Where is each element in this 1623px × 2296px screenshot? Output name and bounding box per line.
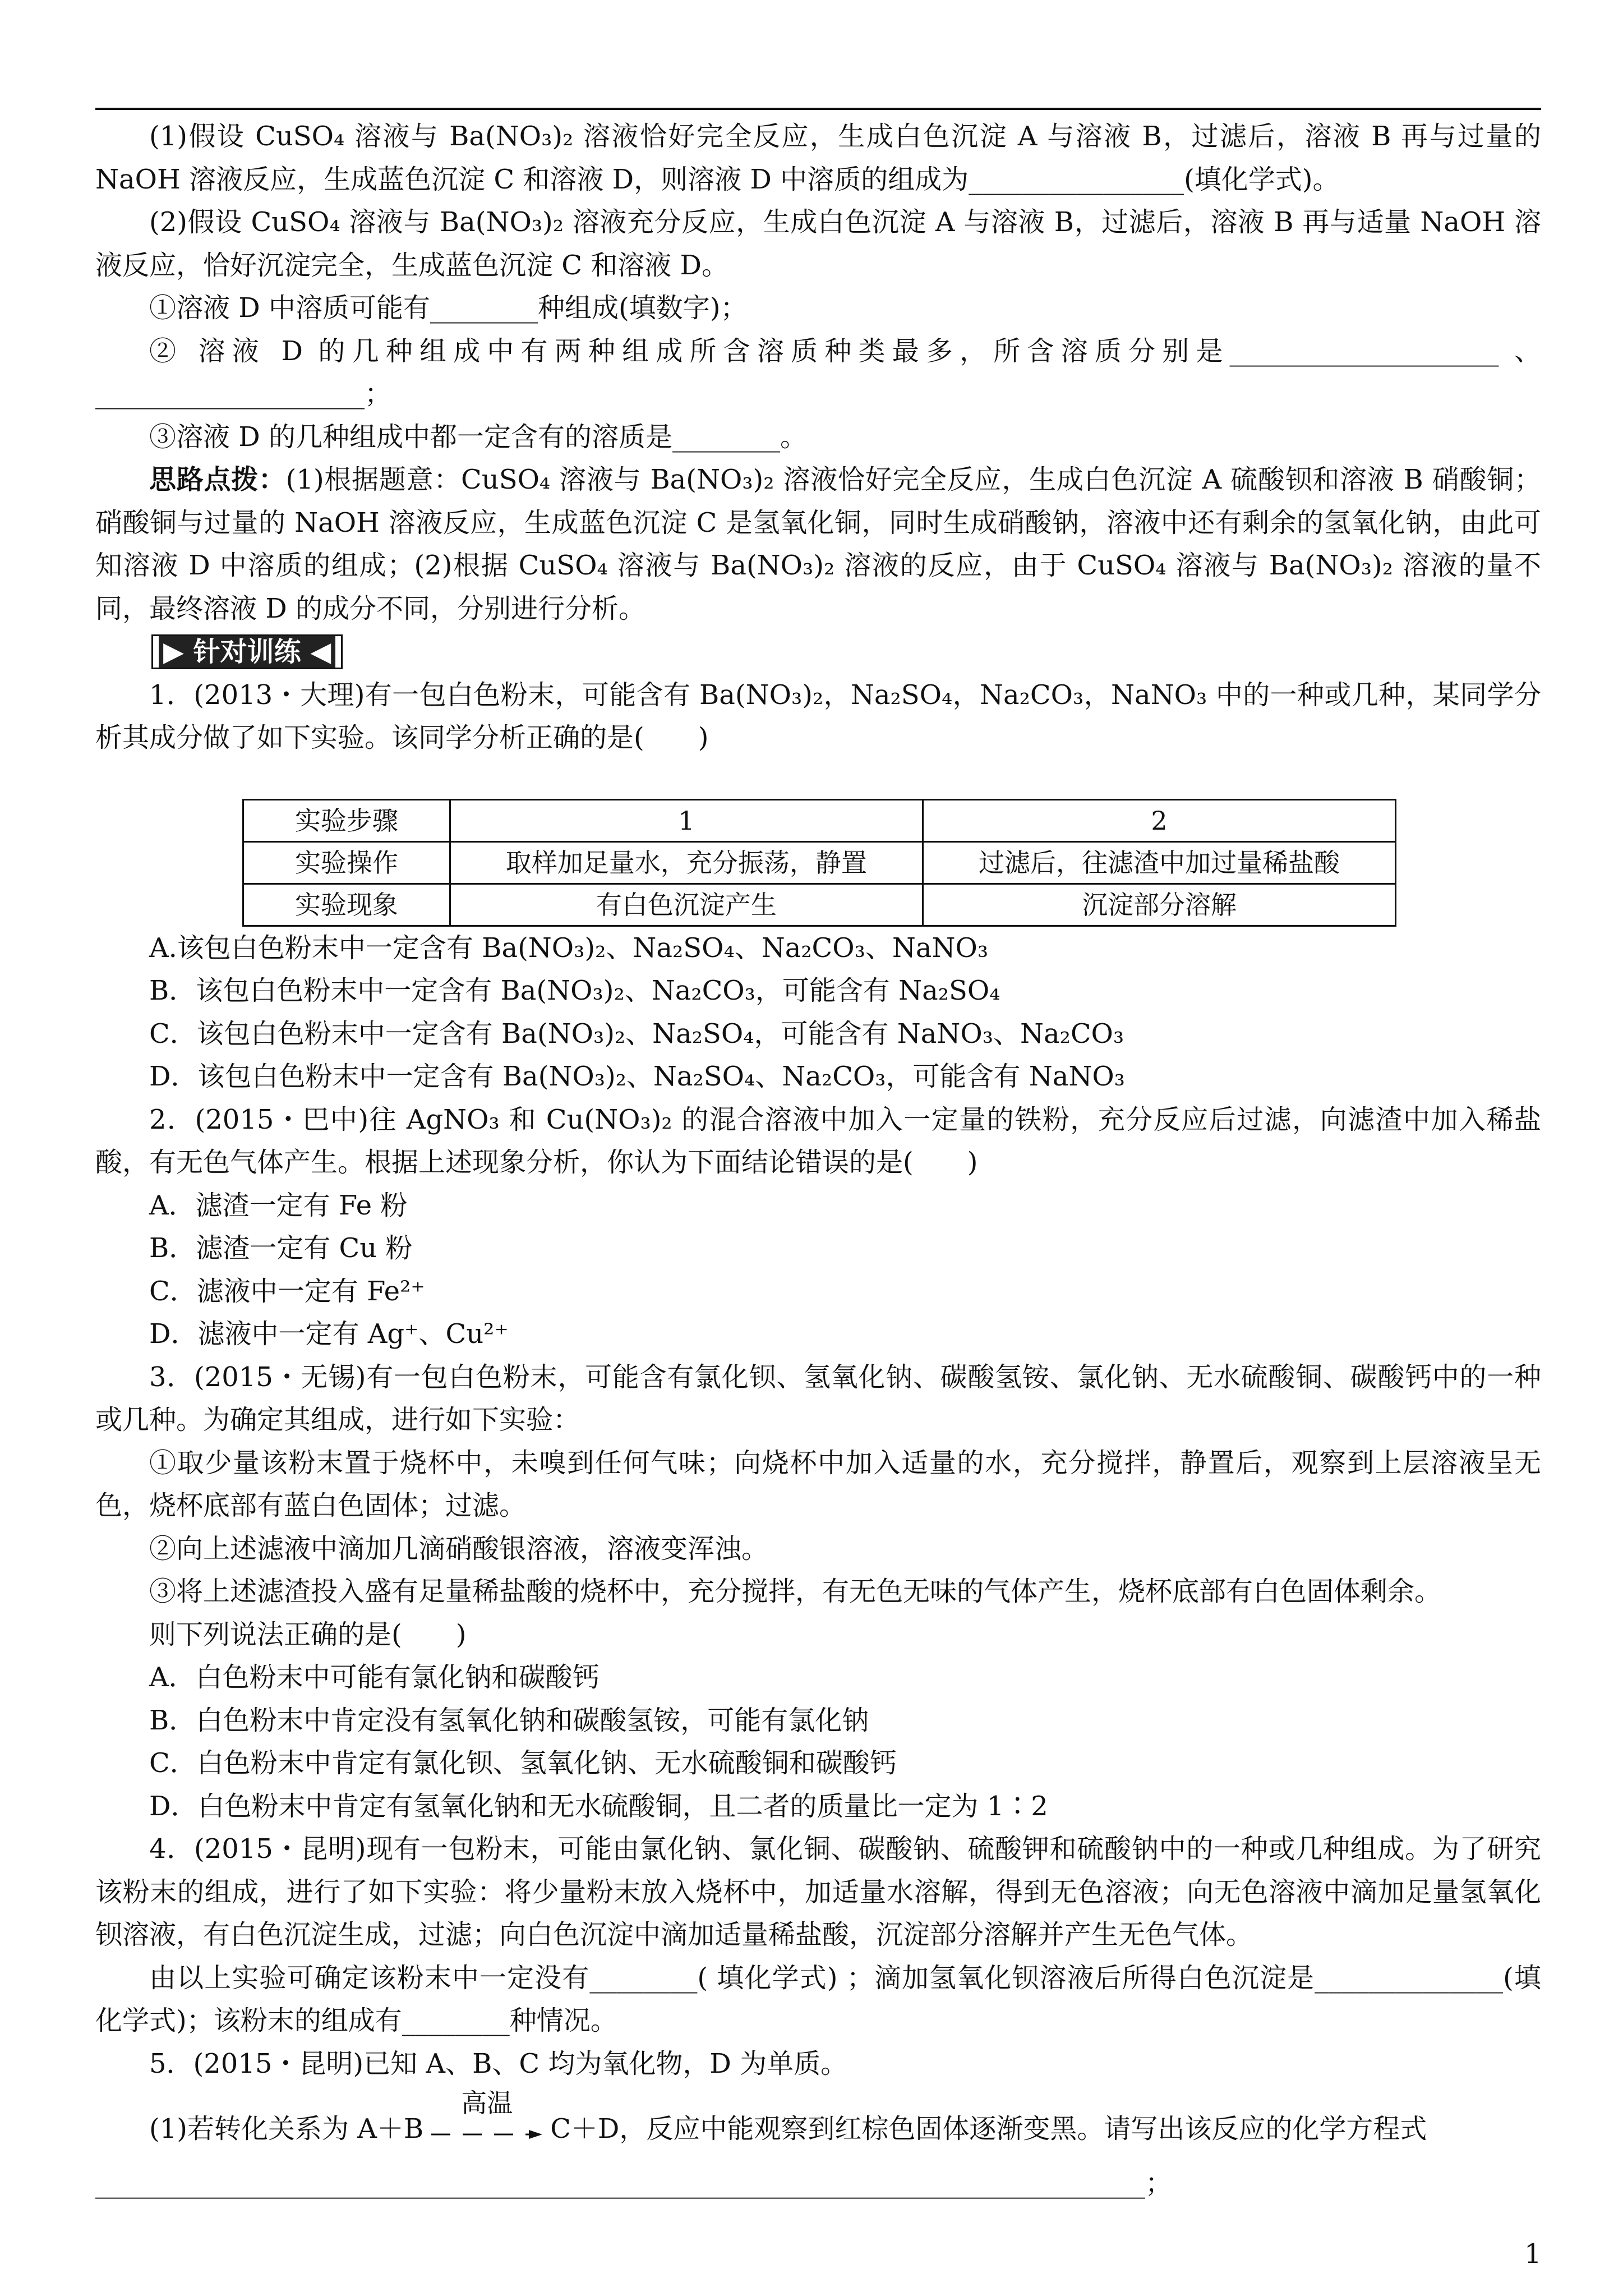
hint-label: 思路点拨： xyxy=(149,464,286,495)
equation-lhs: (1)若转化关系为 A＋B xyxy=(149,2113,424,2145)
q3-step2: ②向上述滤液中滴加几滴硝酸银溶液，溶液变浑浊。 xyxy=(149,1533,769,1565)
q5-part1 xyxy=(95,2087,1541,2151)
q2-stem: 2．(2015・巴中)往 AgNO₃ 和 Cu(NO₃)₂ 的混合溶液中加入一定量的铁粉，充分反应后过滤，向滤渣中加入稀盐酸，有无色气体产生。根据上述现象分析，你认为下面结论错误的是( ) xyxy=(95,1103,1541,1178)
arrow-icon xyxy=(428,2121,546,2148)
q2-option-c: C．滤液中一定有 Fe²⁺ xyxy=(149,1275,425,1307)
q1-option-a: A.该包白色粉末中一定含有 Ba(NO₃)₂、Na₂SO₄、Na₂CO₃、NaNO₃ xyxy=(149,932,989,964)
page-number: 1 xyxy=(1524,2238,1542,2270)
answer-spacer xyxy=(95,2151,1541,2162)
part2-sub1: ①溶液 D 中溶质可能有________种组成(填数字)； xyxy=(149,292,748,324)
hint-text: (1)根据题意：CuSO₄ 溶液与 Ba(NO₃)₂ 溶液恰好完全反应，生成白色沉淀 A 硫酸钡和溶液 B 硝酸铜；硝酸铜与过量的 NaOH 溶液反应，生成蓝色沉淀 C 是氢氧化铜，同时生成硝酸钠，溶液中还有剩余的氢氧化钠，由此可知溶液 D 中溶质的组成；(2)根据 CuSO₄ 溶液与 Ba(NO₃)₂ 溶液的反应，由于 CuSO₄ 溶液与 Ba(NO₃)₂ 溶液的量不同，最终溶液 D 的成分不同，分别进行分析。 xyxy=(95,464,1541,624)
q1-option-c: C．该包白色粉末中一定含有 Ba(NO₃)₂、Na₂SO₄，可能含有 NaNO₃、Na₂CO₃ xyxy=(149,1018,1124,1050)
section-title: 针对训练 xyxy=(193,636,301,668)
q3-option-c: C．白色粉末中肯定有氯化钡、氢氧化钠、无水硫酸铜和碳酸钙 xyxy=(149,1747,897,1779)
q2-option-b: B．滤渣一定有 Cu 粉 xyxy=(149,1232,413,1264)
section-tag: ▶ 针对训练 ◀ xyxy=(151,634,343,669)
part2-sub2: ② 溶液 D 的几种组成中有两种组成所含溶质种类最多，所含溶质分别是____________________ 、____________________； xyxy=(95,335,1541,409)
part2-sub3: ③溶液 D 的几种组成中都一定含有的溶质是________。 xyxy=(149,421,808,453)
reaction-arrow xyxy=(428,2087,546,2145)
q2-option-a: A．滤渣一定有 Fe 粉 xyxy=(149,1189,408,1221)
table-row xyxy=(243,884,1396,926)
table-cell: 取样加足量水，充分振荡，静置 xyxy=(450,841,923,884)
part1-question: (1)假设 CuSO₄ 溶液与 Ba(NO₃)₂ 溶液恰好完全反应，生成白色沉淀 A 与溶液 B，过滤后，溶液 B 再与过量的 NaOH 溶液反应，生成蓝色沉淀 C 和溶液 D，则溶液 D 中溶质的组成为________________(填化学式)。 xyxy=(95,121,1541,195)
table-cell: 实验操作 xyxy=(243,841,450,884)
table-header-row xyxy=(243,799,1396,841)
q1-option-b: B．该包白色粉末中一定含有 Ba(NO₃)₂、Na₂CO₃，可能含有 Na₂SO₄ xyxy=(149,975,1000,1006)
q4-stem: 4．(2015・昆明)现有一包粉末，可能由氯化钠、氯化铜、碳酸钠、硫酸钾和硫酸钠中的一种或几种组成。为了研究该粉末的组成，进行了如下实验：将少量粉末放入烧杯中，加适量水溶解，得到无色溶液；向无色溶液中滴加足量氢氧化钡溶液，有白色沉淀生成，过滤；向白色沉淀中滴加适量稀盐酸，沉淀部分溶解并产生无色气体。 xyxy=(95,1833,1541,1950)
table-spacer xyxy=(95,760,1541,799)
table-cell: 实验现象 xyxy=(243,884,450,926)
part2-question: (2)假设 CuSO₄ 溶液与 Ba(NO₃)₂ 溶液充分反应，生成白色沉淀 A 与溶液 B，过滤后，溶液 B 再与适量 NaOH 溶液反应，恰好沉淀完全，生成蓝色沉淀 C 和溶液 D。 xyxy=(95,206,1541,281)
table-cell: 过滤后，往滤渣中加过量稀盐酸 xyxy=(923,841,1395,884)
table-cell: 1 xyxy=(450,799,923,841)
experiment-table xyxy=(242,799,1396,927)
reaction-condition: 高温 xyxy=(461,2087,513,2118)
q5-answer-blank: ______________________________________________________________________________； xyxy=(95,2167,1173,2199)
q4-blanks: 由以上实验可确定该粉末中一定没有________( 填化学式) ；滴加氢氧化钡溶液后所得白色沉淀是______________(填化学式)；该粉末的组成有________种情况。 xyxy=(95,1962,1541,2036)
q3-stem: 3．(2015・无锡)有一包白色粉末，可能含有氯化钡、氢氧化钠、碳酸氢铵、氯化钠、无水硫酸铜、碳酸钙中的一种或几种。为确定其组成，进行如下实验： xyxy=(95,1361,1541,1435)
q3-option-b: B．白色粉末中肯定没有氢氧化钠和碳酸氢铵，可能有氯化钠 xyxy=(149,1704,869,1736)
q3-question: 则下列说法正确的是( ) xyxy=(149,1618,467,1650)
q1-option-d: D．该包白色粉末中一定含有 Ba(NO₃)₂、Na₂SO₄、Na₂CO₃，可能含有 NaNO₃ xyxy=(149,1061,1125,1092)
q3-step3: ③将上述滤渣投入盛有足量稀盐酸的烧杯中，充分搅拌，有无色无味的气体产生，烧杯底部有白色固体剩余。 xyxy=(149,1576,1442,1607)
table-cell: 实验步骤 xyxy=(243,799,450,841)
hint-paragraph xyxy=(95,458,1541,630)
q2-option-d: D．滤液中一定有 Ag⁺、Cu²⁺ xyxy=(149,1318,509,1350)
table-cell: 有白色沉淀产生 xyxy=(450,884,923,926)
table-cell: 2 xyxy=(923,799,1395,841)
table-row xyxy=(243,841,1396,884)
q3-option-a: A．白色粉末中可能有氯化钠和碳酸钙 xyxy=(149,1662,600,1693)
header-rule xyxy=(95,108,1541,110)
equation-spacer xyxy=(95,2085,1541,2108)
q3-option-d: D．白色粉末中肯定有氢氧化钠和无水硫酸铜，且二者的质量比一定为 1∶2 xyxy=(149,1790,1048,1822)
q1-stem: 1．(2013・大理)有一包白色粉末，可能含有 Ba(NO₃)₂，Na₂SO₄，Na₂CO₃，NaNO₃ 中的一种或几种，某同学分析其成分做了如下实验。该同学分析正确的是( ) xyxy=(95,679,1541,753)
equation-rhs: C＋D，反应中能观察到红棕色固体逐渐变黑。请写出该反应的化学方程式 xyxy=(550,2113,1427,2145)
table-cell: 沉淀部分溶解 xyxy=(923,884,1395,926)
q5-stem: 5．(2015・昆明)已知 A、B、C 均为氧化物，D 为单质。 xyxy=(149,2047,848,2079)
page-content xyxy=(95,115,1541,2205)
q3-step1: ①取少量该粉末置于烧杯中，未嗅到任何气味；向烧杯中加入适量的水，充分搅拌，静置后，观察到上层溶液呈无色，烧杯底部有蓝白色固体；过滤。 xyxy=(95,1447,1541,1521)
